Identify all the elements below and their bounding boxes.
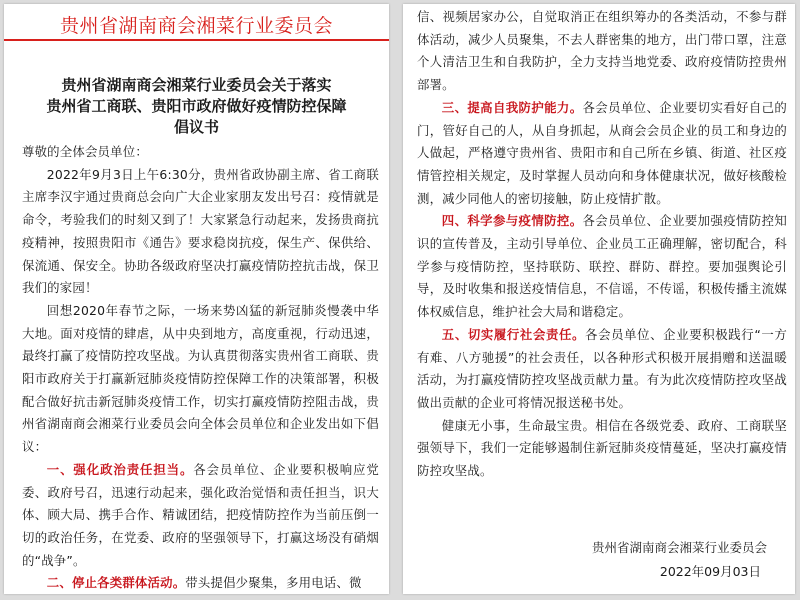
section-3-text: 各会员单位、企业要切实看好自己的门，管好自己的人，从自身抓起，从商会会员企业的员工和身边的人做起，严格遵守贵州省、贵阳市和自己所在乡镇、街道、社区疫情管控相关规定，及时掌握人员动向和身体健康状况，做好核酸检测，减少同他人的密切接触，防止疫情扩散。 <box>417 99 787 206</box>
paragraph-background: 回想2020年春节之际，一场来势凶猛的新冠肺炎慢袭中华大地。面对疫情的肆虐，从中央到地方，高度重视，行动迅速，最终打赢了疫情防控攻坚战。为认真贯彻落实贵州省工商联、贵阳市政府关于打赢新冠肺炎疫情防控保障工作的决策部署，积极配合做好抗击新冠肺炎疫情工作，切实打赢疫情防控阻击战，贵州省湖南商会湘菜行业委员会向全体会员单位和企业发出如下倡议： <box>22 302 379 455</box>
red-divider <box>4 39 389 41</box>
section-2-heading: 二、停止各类群体活动。 <box>46 575 186 591</box>
salutation: 尊敬的全体会员单位： <box>22 144 148 159</box>
signature-block <box>592 536 767 584</box>
section-2-continued: 信、视频居家办公，自觉取消正在组织筹办的各类活动，不参与群体活动，减少人员聚集，不去人群密集的地方，出门带口罩，注意个人清洁卫生和自我防护，全力支持当地党委、政府疫情防控贵州部署。 <box>417 9 787 93</box>
section-1-heading: 一、强化政治责任担当。 <box>46 461 194 477</box>
section-5-heading: 五、切实履行社会责任。 <box>441 326 586 342</box>
document-page-right <box>403 4 795 594</box>
section-3-heading: 三、提高自我防护能力。 <box>441 99 583 115</box>
signature-org: 贵州省湖南商会湘菜行业委员会 <box>591 540 767 555</box>
section-2-start <box>4 572 389 594</box>
document-page-left <box>4 4 389 594</box>
document-title <box>10 75 383 138</box>
section-4-heading: 四、科学参与疫情防控。 <box>441 213 583 229</box>
org-banner: 贵州省湖南商会湘菜行业委员会 <box>59 15 333 37</box>
section-3 <box>403 97 795 211</box>
title-line-1: 贵州省湖南商会湘菜行业委员会关于落实 <box>61 76 332 94</box>
section-1 <box>4 459 389 573</box>
signature-date: 2022年09月03日 <box>659 564 761 579</box>
section-5 <box>403 324 795 415</box>
closing-paragraph: 健康无小事，生命最宝贵。相信在各级党委、政府、工商联坚强领导下，我们一定能够遏制住新冠肺炎疫情蔓延，坚决打赢疫情防控攻坚战。 <box>417 417 787 479</box>
section-2-text-part1: 带头提倡少聚集，多用电话、微 <box>185 575 362 591</box>
section-1-text: 各会员单位、企业要积极响应党委、政府号召，迅速行动起来，强化政治觉悟和责任担当，识大体、顾大局、携手合作、精诚团结，把疫情防控作为当前压倒一切的政治任务，在党委、政府的坚强领导下，打赢这场没有硝烟的“战争”。 <box>22 461 379 568</box>
section-4-text: 各会员单位、企业要加强疫情防控知识的宣传普及，主动引导单位、企业员工正确理解，密切配合，科学参与疫情防控，坚持联防、联控、群防、群控。要加强舆论引导，及时收集和报送疫情信息，不信谣，不传谣，积极传播主流媒体权威信息，维护社会大局和谐稳定。 <box>417 213 787 320</box>
paragraph-intro: 2022年9月3日上午6:30分，贵州省政协副主席、省工商联主席李汉宇通过贵商总会向广大企业家朋友发出号召：疫情就是命令，考验我们的时刻又到了！大家紧急行动起来，发扬贵商抗疫精神，按照贵阳市《通告》要求稳岗抗疫，保生产、保供给、保流通、保安全。协助各级政府坚决打赢疫情防控抗击战，保卫我们的家园！ <box>22 166 379 296</box>
section-5-text: 各会员单位、企业要积极践行“一方有难、八方驰援”的社会责任，以各种形式积极开展捐赠和送温暖活动，为打赢疫情防控攻坚战贡献力量。有为此次疫情防控攻坚战做出贡献的企业可将情况报送秘书处。 <box>417 326 787 410</box>
section-4 <box>403 210 795 324</box>
title-line-2: 贵州省工商联、贵阳市政府做好疫情防控保障 <box>46 97 347 115</box>
title-line-3: 倡议书 <box>173 118 219 136</box>
